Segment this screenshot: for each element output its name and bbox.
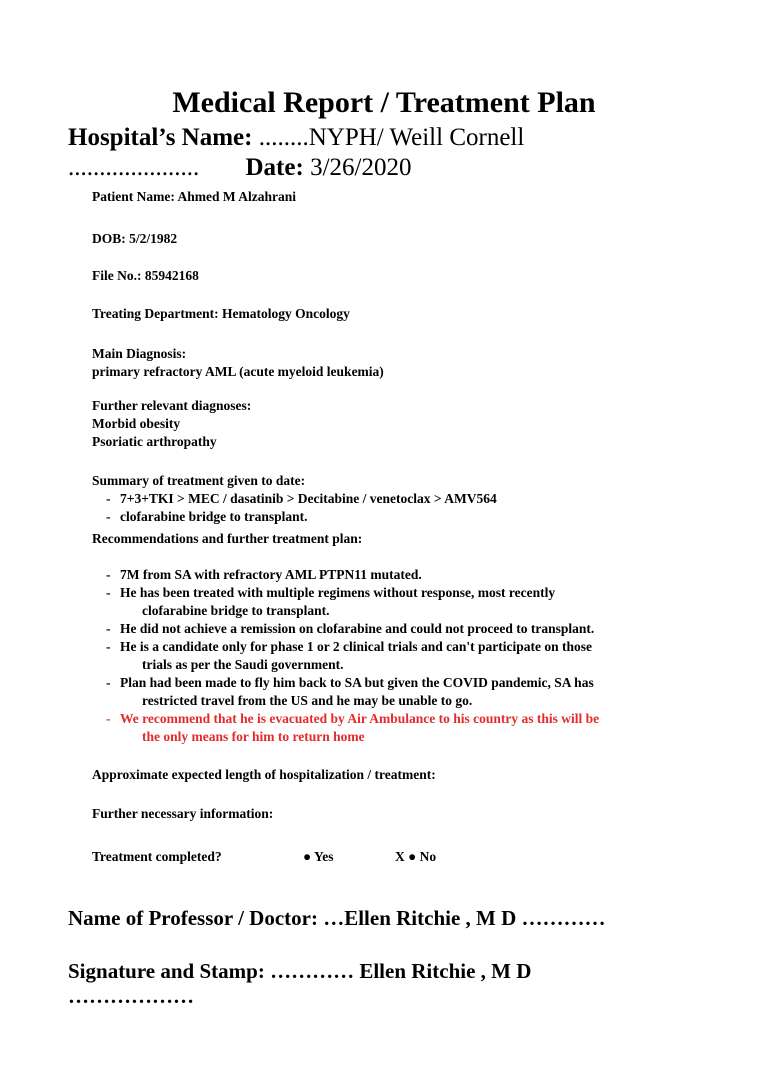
signature-block <box>68 959 531 1009</box>
recommendation-text-cont: restricted travel from the US and he may be unable to go. <box>142 693 473 708</box>
summary-item: - clofarabine bridge to transplant. <box>106 508 497 526</box>
recommendation-text-cont: clofarabine bridge to transplant. <box>142 603 330 618</box>
diagnosis-item: Morbid obesity <box>92 416 181 431</box>
treatment-summary <box>92 472 497 526</box>
patient-name: Patient Name: Ahmed M Alzahrani <box>92 189 296 204</box>
recommendations-list <box>106 566 599 746</box>
main-diagnosis <box>92 345 384 381</box>
recommendation-item <box>106 638 599 674</box>
dob: DOB: 5/2/1982 <box>92 231 178 246</box>
recommendations-label: Recommendations and further treatment plan: <box>92 531 363 546</box>
recommendation-text: 7M from SA with refractory AML PTPN11 mutated. <box>120 567 422 582</box>
recommendation-text-cont: the only means for him to return home <box>142 729 365 744</box>
recommendation-item <box>106 584 599 620</box>
summary-item: - 7+3+TKI > MEC / dasatinib > Decitabine / venetoclax > AMV564 <box>106 490 497 508</box>
recommendation-text: He did not achieve a remission on clofarabine and could not proceed to transplant. <box>120 621 595 636</box>
further-diagnoses-label: Further relevant diagnoses: <box>92 398 252 413</box>
recommendation-item <box>106 620 599 638</box>
treatment-completed-no: X ● No <box>395 849 437 864</box>
diagnosis-item: Psoriatic arthropathy <box>92 434 217 449</box>
recommendation-item-highlight <box>106 710 599 746</box>
hospital-value: ........NYPH/ Weill Cornell <box>252 124 525 151</box>
signature-dots: ……………… <box>68 984 194 1008</box>
recommendation-text: We recommend that he is evacuated by Air Ambulance to his country as this will be <box>120 711 600 726</box>
treating-department: Treating Department: Hematology Oncology <box>92 306 350 321</box>
date-line <box>68 154 411 182</box>
main-diagnosis-value: primary refractory AML (acute myeloid leukemia) <box>92 364 384 379</box>
date-dots: ..................... <box>68 154 200 181</box>
summary-label: Summary of treatment given to date: <box>92 473 306 488</box>
recommendation-item <box>106 566 599 584</box>
further-diagnoses <box>92 397 251 451</box>
recommendation-text: He has been treated with multiple regimens without response, most recently <box>120 585 556 600</box>
main-diagnosis-label: Main Diagnosis: <box>92 346 187 361</box>
page-title: Medical Report / Treatment Plan <box>172 86 596 119</box>
file-number: File No.: 85942168 <box>92 268 199 283</box>
treatment-completed-yes: ● Yes <box>303 849 334 864</box>
hospital-line <box>68 124 524 152</box>
signature-line: Signature and Stamp: ………… Ellen Ritchie , M D <box>68 959 532 983</box>
recommendation-text: He is a candidate only for phase 1 or 2 clinical trials and can't participate on those <box>120 639 593 654</box>
recommendation-text-cont: trials as per the Saudi government. <box>142 657 344 672</box>
date-label: Date: <box>245 154 304 181</box>
length-of-stay: Approximate expected length of hospitalization / treatment: <box>92 767 436 782</box>
professor-name: Name of Professor / Doctor: …Ellen Ritchie , M D ………… <box>68 906 606 930</box>
hospital-label: Hospital’s Name: <box>68 124 253 151</box>
date-value: 3/26/2020 <box>303 154 412 181</box>
summary-list <box>106 490 497 526</box>
treatment-completed-label: Treatment completed? <box>92 849 222 864</box>
further-info: Further necessary information: <box>92 806 274 821</box>
recommendation-item <box>106 674 599 710</box>
recommendation-text: Plan had been made to fly him back to SA but given the COVID pandemic, SA has <box>120 675 594 690</box>
